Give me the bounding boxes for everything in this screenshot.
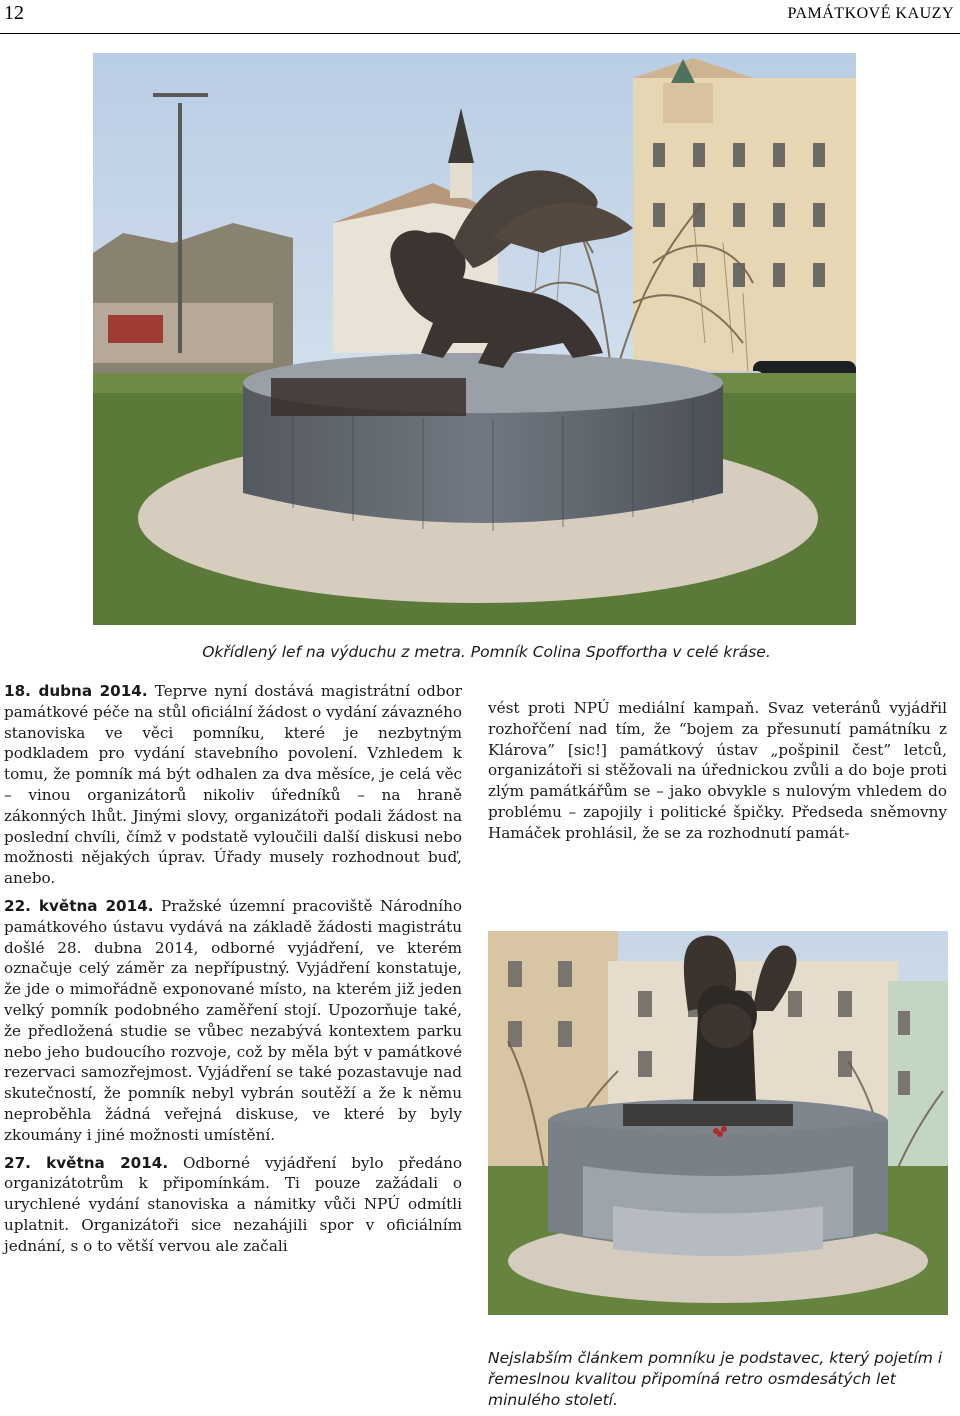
entry-text: Odborné vyjádření bylo předáno organizátotrům k připomínkám. Ti pouze zažádali o urychlené vydání stanoviska a námitky vůči NPÚ odmítli uplatnit. Organizátoři sice nezahájili spor v oficiálním jednání, s o to větší vervou ale začali: [4, 1153, 463, 1255]
entry-date: 22. května 2014.: [4, 896, 154, 915]
timeline-entry: [4, 896, 462, 1146]
entry-date: 27. května 2014.: [4, 1153, 169, 1172]
timeline-entry: [4, 681, 462, 889]
entry-text: Pražské územní pracoviště Národního památkového ústavu vydává na základě žádosti magistrátu došlé 28. dubna 2014, odborné vyjádření, ve kterém označuje celý záměr za nepřípustný. Vyjádření konstatuje, že jde o mimořádně exponované místo, na kterém již jeden velký pomník podobného zaměření stojí. Upozorňuje také, že předložená studie se vůbec nezabývá kontextem parku nebo jeho budoucího rozvoje, což by měla být v památkové rezervaci samozřejmost. Vyjádření se také pozastavuje nad skutečností, že pomník nebyl vybrán soutěží a že k němu neproběhla žádná veřejná diskuse, ve které by byly zkoumány i jiné možnosti umístění.: [4, 896, 462, 1144]
monument-photo-klarov: [93, 53, 856, 625]
base-photo-illustration: [488, 931, 948, 1315]
page-header: [0, 0, 960, 38]
figure-caption-top: Okřídlený lef na výduchu z metra. Pomník Colina Spoffortha v celé kráse.: [202, 643, 771, 661]
article-column-right: [488, 698, 947, 851]
monument-photo-base: [488, 931, 948, 1315]
entry-text: Teprve nyní dostává magistrátní odbor památkové péče na stůl oficiální žádost o vydání závazného stanoviska ve věci pomníku, které je nezbytným podkladem pro vydání stavebního povolení. Vzhledem k tomu, že pomník má být odhalen za dva měsíce, je celá věc – vinou organizátorů nikoliv úředníků – na hraně zákonných lhůt. Jinými slovy, organizátoři podali žádost na poslední chvíli, čímž v podstatě vyloučili další diskusi nebo možnosti nějakých úprav. Úřady musely rozhodnout buď, anebo.: [4, 682, 462, 888]
continuation-text: vést proti NPÚ mediální kampaň. Svaz veteránů vyjádřil rozhořčení nad tím, že “bojem za přesunutí památníku z Klárova” [sic!] památkový ústav „pošpinil čest” letců, organizátoři si stěžovali na úřednickou zvůli a do boje proti zlým památkářům se – jako obvykle s nulovým vhledem do problému – zapojily i politické špičky. Předseda sněmovny Hamáček prohlásil, že se za rozhodnutí památ-: [488, 699, 947, 842]
header-rule: [0, 33, 960, 34]
monument-photo-illustration: [93, 53, 856, 625]
entry-date: 18. dubna 2014.: [4, 682, 148, 700]
running-head: PAMÁTKOVÉ KAUZY: [787, 5, 954, 22]
figure-caption-bottom: Nejslabším článkem pomníku je podstavec, který pojetím i řemeslnou kvalitou připomíná retro osmdesátých let minulého století.: [488, 1349, 943, 1409]
article-column-left: [4, 681, 462, 1264]
timeline-entry: [4, 1153, 462, 1257]
page-number: 12: [4, 2, 24, 24]
